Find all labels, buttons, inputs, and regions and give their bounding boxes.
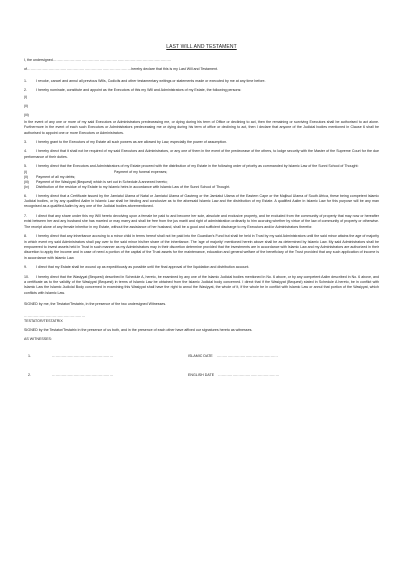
signed-witnesses-statement: SIGNED by the Testator/Testatrix in the presence of us both, and in the presence of each other have affixed our signatures hereto as witnesses. [24,328,253,333]
document-title: LAST WILL AND TESTAMENT [166,44,237,50]
intro-line-2: of……………………………………………………………………………hereby declare that this is my Last Will and Testament. [24,67,219,71]
clause-5-item-1: (i) Payment of my funeral expenses; [24,169,168,174]
testator-label: TESTATOR/TESTATRIX [24,319,63,324]
clause-2: 2. I hereby nominate, constitute and appoint as the Executors of this my Will and Administrators of my Estate, the following persons: [24,88,242,93]
signed-statement: SIGNED by me, the Testator/Testatrix, in the presence of the two undersigned Witnesses. [24,302,167,307]
clause-5: 5. I hereby direct that the Executors and Administrators of my Estate proceed with the distribution of my Estate in the following order of priority as commanded by Islamic Law of the Sunni School of Thought: [24,164,359,169]
testator-signature-line: …………………………………………… [24,314,86,319]
witness-2-signature-line: …………………………………………… [52,373,114,378]
executor-item-2: (ii) [24,103,28,108]
english-date-line: …………………………………………… [218,373,280,378]
executor-item-1: (i) [24,94,28,99]
clause-4: 4. I hereby direct that it shall not be required of my said Executors and Administrators, or any one of them in the event of the predecease of the others, to lodge security with the Master of the Supreme Court for the due performance of their duties. [24,149,379,159]
executor-item-3: (iii) [24,112,29,117]
clause-5-item-3: (iii) Payment of the Wasiyyat (Bequest) which is set out in Schedule A annexed hereto; [24,179,168,184]
clause-7: 7. I direct that any share under this my Will hereto devolving upon a female be paid to and become her sole, absolute and exclusive property, and be excluded from the community of property that may now or hereafter exist between her and any husband she has married or may marry and shall be free from the jus mariti and right of administration ordinarily to him accruing whether by virtue of the law of community of property or otherwise. The receipt alone of any female inheritor in my Estate, without the assistance of her husband, shall be a good and sufficient discharge to my Executors and/or Administrators therefor. [24,213,379,229]
intro-line-1: I, the undersigned……………………………………………………………………………………… [24,58,172,62]
witness-1-signature-line: …………………………………………… [52,354,114,359]
clause-6: 6. I hereby direct that a Certificate issued by the Jamiatul Ulama of Natal or Jamiatul Ulama of Gauteng or the Jamiatul Ulama of the Eastern Cape or the Majlisul Ulama of South Africa, these being competent Islamic Judicial bodies, or by any qualified Aalim in Islamic Law shall be binding and conclusive as to the aforesaid Islamic Law and the distribution of my Estate. A qualified Aalim in Islamic Law for this purpose will be any man recognised as a qualified Aalim by any one of the Judicial bodies aforementioned. [24,193,379,209]
clause-5-item-2: (ii) Payment of all my debts; [24,174,76,179]
witness-row-2: 2. …………………………………………… ENGLISH DATE …………………………………………… [28,373,280,378]
clause-10: 10. I hereby direct that the Wasiyyat (Bequest) described in Schedule A, hereto, be examined by any one of the Islamic Judicial bodies mentioned in No. 6 above, or by any competent Aalim described in No. 6 above, and a certificate as to the validity of the Wasiyyat (Bequest) in terms of Islamic Law be obtained from the Islamic Judicial body concerned. I direct that if the Wasiyyat (Bequest) stated in Schedule A hereto, be in conflict with Islamic Law the Islamic Judicial Body concerned in examining this Wasiyyat shall have the right to annul the Wasiyyat, the whole of it, if the whole be in conflict with Islamic Law or annul that portion of the Wasiyyat, which conflicts with Islamic Law. [24,274,379,295]
witnesses-label: AS WITNESSES: [24,337,52,342]
islamic-date-label: ISLAMIC DATE [188,354,213,359]
islamic-date-line: …………………………………………… [216,354,278,359]
clause-3: 3. I hereby grant to the Executors of my Estate all such powers as are allowed by Law, especially the power of assumption. [24,140,228,145]
clause-5-item-4: (iv) Distribution of the residue of my Estate to my Islamic heirs in accordance with Islamic Law of the Sunni School of Thought. [24,184,231,189]
clause-1: 1. I revoke, cancel and annul all previous Wills, Codicils and other testamentary writings or statements made or executed by me at any time before. [24,79,266,83]
witness-row-1: 1. …………………………………………… ISLAMIC DATE …………………………………………… [28,354,278,359]
clause-9: 9. I direct that my Estate shall be wound up as expeditiously as possible until the final approval of the liquidation and distribution account. [24,265,250,270]
clause-8: 8. I hereby direct that any inheritance accruing to a minor child in terms hereof shall not be paid into the Guardian's Fund but shall be held in Trust by my said Administrators until the said minor attains the age of majority in which event my said Administrators shall pay over to the said minor his/her share of the inheritance. The 'age of majority' mentioned herein above shall be as determined by Islamic Law. My said Administrators shall be empowered to invest assets held in Trust in such manner as my Administrators may in their discretion determine provided that the investments are in accordance with Islamic Law and my Administrators are authorized in their discretion to apply the income and in case of need a portion of the capital of the Trust assets for the maintenance, education and general welfare of the beneficiary of the Trust provided that any such application of income is in accordance with Islamic Law. [24,234,379,260]
english-date-label: ENGLISH DATE [188,373,215,378]
clause-2-continued: In the event of any one or more of my said Executors or Administrators predeceasing me, or dying during his term of Office or declining to act, then the remaining or surviving Executors shall be authorised to act alone. Furthermore in the event of each such Executors or Administrators predeceasing me or dying during his term of office or declining to act, then I declare that anyone of the Judicial bodies mentioned in Clause 6 shall be authorised to appoint one or more Executors or Administrators. [24,119,379,135]
